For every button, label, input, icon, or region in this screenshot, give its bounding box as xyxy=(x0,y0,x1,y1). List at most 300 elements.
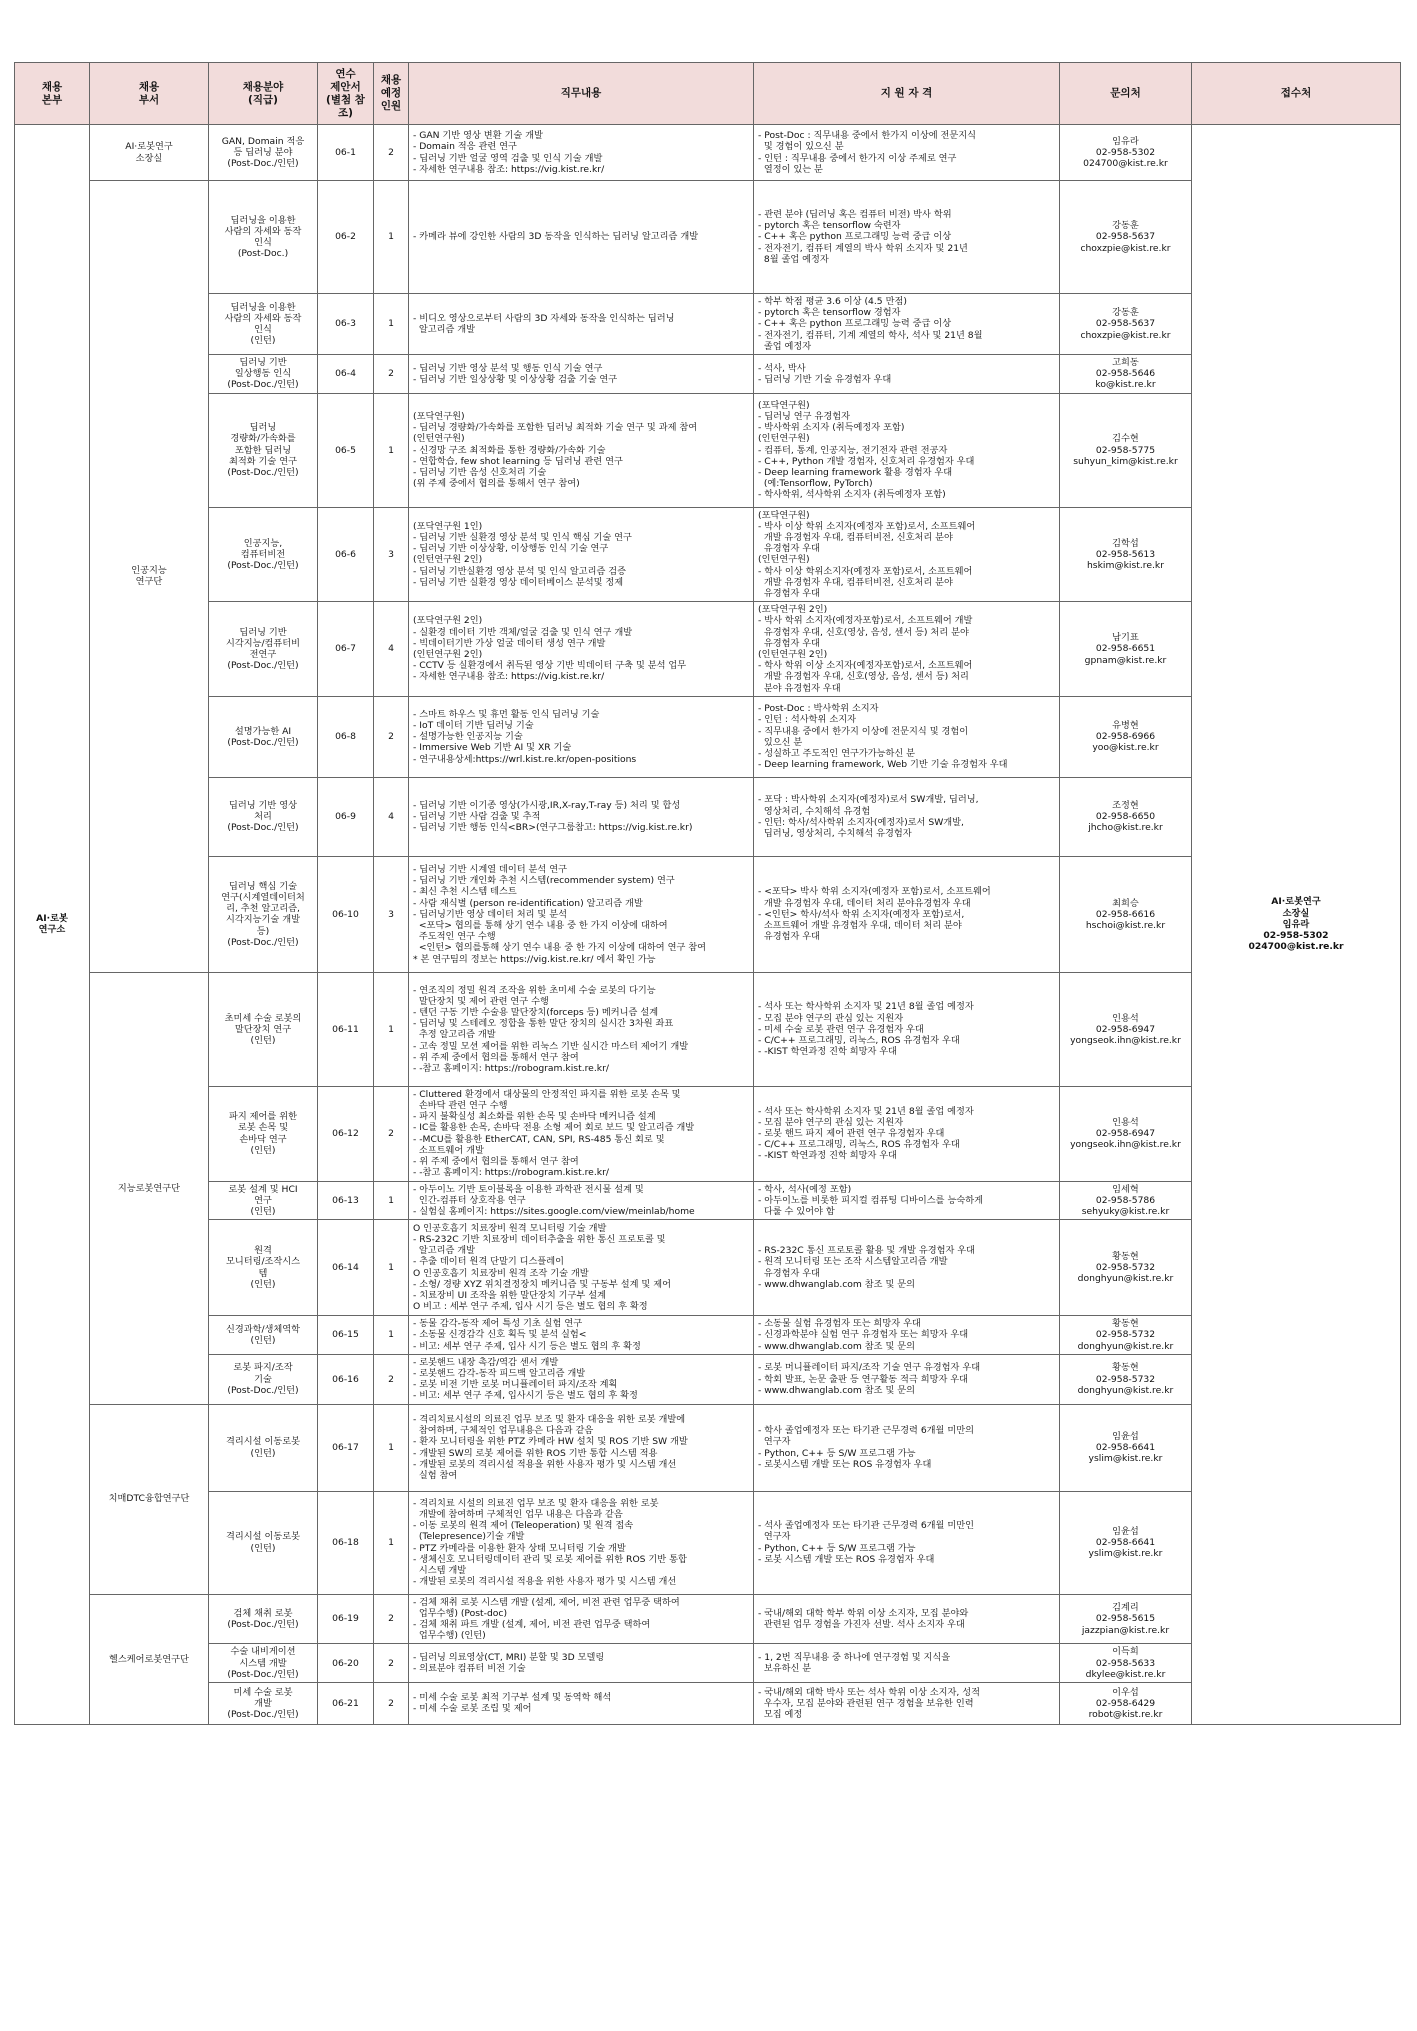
qualification-cell-line: - 학부 학점 평균 3.6 이상 (4.5 만점) xyxy=(758,296,907,307)
field-cell xyxy=(209,1491,318,1594)
contact-cell xyxy=(1060,1682,1192,1724)
contact-cell-text: 황동현 02-958-5732 donghyun@kist.re.kr xyxy=(1077,1318,1174,1352)
contact-cell-text: 임세혁 02-958-5786 sehyuky@kist.re.kr xyxy=(1081,1183,1170,1217)
proposal-code-cell xyxy=(318,777,374,856)
qualification-cell-line: - 학사, 석사(예정 포함) xyxy=(758,1183,852,1195)
headcount-cell xyxy=(374,1086,409,1181)
qualification-cell-line: - 모집 분야 연구의 관심 있는 지원자 xyxy=(758,1012,904,1024)
duty-cell-line: - 추출 데이터 원격 단말기 디스플레이 xyxy=(413,1256,565,1268)
duty-cell xyxy=(409,1404,754,1491)
recruitment-table xyxy=(14,62,1401,1725)
duty-cell-line: - 딥러닝 기반 행동 인식<BR>(연구그룹참고: https://vig.kist.re.kr) xyxy=(413,822,693,834)
headcount-cell-text: 2 xyxy=(388,1373,394,1385)
duty-cell xyxy=(409,972,754,1086)
qualification-cell-line: - 딥러닝 연구 유경험자 xyxy=(758,410,850,422)
contact-cell xyxy=(1060,856,1192,972)
field-cell xyxy=(209,602,318,697)
duty-cell-line: - 실험실 홈페이지: https://sites.google.com/view/meinlab/home xyxy=(413,1205,695,1217)
headcount-cell xyxy=(374,1404,409,1491)
qualification-cell-line: - 국내/해외 대학 학부 학위 이상 소지자, 모집 분야와 xyxy=(758,1607,969,1619)
qualification-cell xyxy=(754,696,1060,777)
duty-cell-line: - 딥러닝 기반 영상 분석 및 행동 인식 기술 연구 xyxy=(413,362,603,374)
qualification-cell-line: - C++ 혹은 python 프로그래밍 능력 중급 이상 xyxy=(758,318,952,330)
qualification-cell-line: - 인턴 : 석사학위 소지자 xyxy=(758,714,856,726)
qualification-cell xyxy=(754,972,1060,1086)
contact-cell xyxy=(1060,1354,1192,1404)
receipt-cell-text: AI·로봇연구 소장실 임유라 02-958-5302 024700@kist.re.kr xyxy=(1248,896,1344,953)
recruitment-table-sheet xyxy=(14,62,1400,1725)
headcount-cell-text: 4 xyxy=(388,643,394,655)
proposal-code-cell-text: 06-16 xyxy=(332,1373,359,1385)
proposal-code-cell-text: 06-15 xyxy=(332,1329,359,1341)
headcount-cell-text: 1 xyxy=(388,444,394,456)
header-contact: 문의처 xyxy=(1060,63,1192,125)
qualification-cell-line: - 전자전기, 컴퓨터 계열의 박사 학위 소지자 및 21년 xyxy=(758,242,968,254)
qualification-cell-line: - 로봇시스템 개발 또는 ROS 유경험자 우대 xyxy=(758,1458,932,1470)
qualification-cell-line: - pytorch 혹은 tensorflow 숙련자 xyxy=(758,220,901,232)
duty-cell-line: - 딥러닝 경량화/가속화를 포함한 딥러닝 최적화 기술 연구 및 과제 참여 xyxy=(413,422,698,434)
duty-cell-line: - 소형/ 경량 XYZ 위치결정장치 메커니즘 및 구동부 설계 및 제어 xyxy=(413,1278,671,1290)
qualification-cell-line: - C++ 혹은 python 프로그래밍 능력 중급 이상 xyxy=(758,231,952,243)
qualification-cell-line: - 1, 2번 직무내용 중 하나에 연구경험 및 지식을 xyxy=(758,1651,951,1663)
hq-cell xyxy=(15,125,90,1725)
header-dept: 채용 부서 xyxy=(90,63,209,125)
qualification-cell xyxy=(754,1181,1060,1220)
qualification-cell xyxy=(754,507,1060,602)
headcount-cell xyxy=(374,602,409,697)
headcount-cell xyxy=(374,696,409,777)
proposal-code-cell-text: 06-6 xyxy=(335,548,356,560)
duty-cell-line: <인턴> 협의를통해 상기 연수 내용 중 한 가지 이상에 대하여 연구 참여 xyxy=(413,942,706,954)
contact-cell xyxy=(1060,355,1192,394)
dept-cell-text: 지능로봇연구단 xyxy=(117,1182,181,1194)
qualification-cell xyxy=(754,1354,1060,1404)
qualification-cell-line: - C/C++ 프로그래밍, 리눅스, ROS 유경험자 우대 xyxy=(758,1139,960,1151)
proposal-code-cell-text: 06-8 xyxy=(335,731,356,743)
duty-cell-line: - 개발된 SW의 로봇 제어를 위한 ROS 기반 통합 시스템 적용 xyxy=(413,1447,658,1459)
qualification-cell xyxy=(754,393,1060,507)
proposal-code-cell-text: 06-4 xyxy=(335,368,356,380)
qualification-cell-line: 연구자 xyxy=(758,1531,791,1543)
proposal-code-cell-text: 06-18 xyxy=(332,1536,359,1548)
duty-cell xyxy=(409,1181,754,1220)
duty-cell-line: (포닥연구원 2인) xyxy=(413,615,483,627)
header-hq: 채용 본부 xyxy=(15,63,90,125)
field-cell xyxy=(209,1644,318,1683)
qualification-cell-line: - 직무내용 중에서 한가지 이상에 전문지식 및 경험이 xyxy=(758,725,969,737)
qualification-cell-line: (포닥연구원 2인) xyxy=(758,604,828,616)
qualification-cell xyxy=(754,1086,1060,1181)
headcount-cell-text: 2 xyxy=(388,1657,394,1669)
qualification-cell-line: - 포닥 : 박사학위 소지자(예정자)로서 SW개발, 딥러닝, xyxy=(758,794,979,806)
duty-cell-line: - Immersive Web 기반 AI 및 XR 기술 xyxy=(413,742,572,754)
duty-cell-line: - 딥러닝 기반 일상상황 및 이상상황 검출 기술 연구 xyxy=(413,373,618,385)
duty-cell-line: - IC를 활용한 손목, 손바닥 전용 소형 제어 회로 보드 및 알고리즘 개발 xyxy=(413,1122,695,1134)
qualification-cell-line: 다룰 수 있어야 함 xyxy=(758,1205,835,1217)
contact-cell-text: 김수현 02-958-5775 suhyun_kim@kist.re.kr xyxy=(1073,433,1178,467)
headcount-cell-text: 1 xyxy=(388,1262,394,1273)
qualification-cell-line: 개발 유경험자 우대, 컴퓨터비전, 신호처리 분야 xyxy=(758,532,953,544)
qualification-cell-line: 딥러닝, 영상처리, 수치해석 유경험자 xyxy=(758,828,912,840)
duty-cell xyxy=(409,125,754,181)
qualification-cell-line: - 학사 이상 학위소지자(예정자 포함)로서, 소프트웨어 xyxy=(758,565,973,577)
duty-cell xyxy=(409,355,754,394)
duty-cell-line: 실험 참여 xyxy=(413,1469,458,1481)
contact-cell xyxy=(1060,696,1192,777)
field-cell-text: 신경과학/생체역학 (인턴) xyxy=(225,1323,301,1346)
contact-cell xyxy=(1060,1316,1192,1355)
field-cell xyxy=(209,393,318,507)
duty-cell-line: - 딥러닝기반 영상 데이터 처리 및 분석 xyxy=(413,908,567,920)
duty-cell-line: - 딥러닝 기반 개인화 추천 시스템(recommender system) 연구 xyxy=(413,875,675,887)
contact-cell xyxy=(1060,507,1192,602)
field-cell xyxy=(209,1181,318,1220)
duty-cell-line: - 연합학습, few shot learning 등 딥러닝 관련 연구 xyxy=(413,455,623,467)
table-body xyxy=(15,125,1401,1725)
headcount-cell-text: 2 xyxy=(388,1613,394,1625)
proposal-code-cell xyxy=(318,1644,374,1683)
contact-cell xyxy=(1060,393,1192,507)
proposal-code-cell xyxy=(318,1316,374,1355)
contact-cell-text: 임윤섭 02-958-6641 yslim@kist.re.kr xyxy=(1088,1525,1163,1560)
table-row xyxy=(15,125,1401,181)
duty-cell-line: - 딥러닝 기반 얼굴 영역 검출 및 인식 기술 개발 xyxy=(413,152,603,164)
qualification-cell-line: - <인턴> 학사/석사 학위 소지자(예정자 포함)로서, xyxy=(758,908,965,920)
field-cell-text: 딥러닝 기반 영상 처리 (Post-Doc./인턴) xyxy=(227,800,299,834)
duty-cell-line: - 딥러닝 기반실환경 영상 분석 및 인식 알고리즘 검증 xyxy=(413,565,627,577)
qualification-cell-line: 유경험자 우대 xyxy=(758,637,821,649)
qualification-cell-line: 유경험자 우대 xyxy=(758,1267,821,1279)
headcount-cell-text: 1 xyxy=(388,1536,394,1548)
qualification-cell-line: - 인턴: 학사/석사학위 소지자(예정자)로서 SW개발, xyxy=(758,816,964,828)
duty-cell-line: - 의료분야 컴퓨터 비전 기술 xyxy=(413,1663,526,1675)
duty-cell-line: - GAN 기반 영상 변환 기술 개발 xyxy=(413,130,543,142)
field-cell xyxy=(209,294,318,355)
duty-cell-line: 알고리즘 개발 xyxy=(413,324,476,335)
qualification-cell-line: 개발 유경험자 우대, 데이터 처리 분야유경험자 우대 xyxy=(758,897,971,909)
qualification-cell-line: 8월 졸업 예정자 xyxy=(758,253,829,265)
duty-cell-line: - 사람 재식별 (person re-identification) 알고리즘 개발 xyxy=(413,897,643,909)
qualification-cell-line: 유경험자 우대 xyxy=(758,931,821,943)
headcount-cell xyxy=(374,1220,409,1316)
qualification-cell-line: - 국내/해외 대학 박사 또는 석사 학위 이상 소지자, 성적 xyxy=(758,1686,980,1698)
qualification-cell-line: - 전자전기, 컴퓨터, 기계 계열의 학사, 석사 및 21년 8월 xyxy=(758,329,983,341)
duty-cell-line: - 딥러닝 및 스테레오 정합을 통한 말단 장치의 실시간 3차원 좌표 xyxy=(413,1018,674,1030)
qualification-cell-line: - 석사 또는 학사학위 소지자 및 21년 8월 졸업 예정자 xyxy=(758,1001,974,1013)
proposal-code-cell xyxy=(318,181,374,294)
qualification-cell-line: (인턴연구원) xyxy=(758,433,810,445)
duty-cell-line: - 미세 수술 로봇 조립 및 제어 xyxy=(413,1703,532,1715)
proposal-code-cell xyxy=(318,393,374,507)
qualification-cell-line: 우수자, 모집 분야와 관련된 연구 경험을 보유한 인력 xyxy=(758,1697,974,1709)
duty-cell-line: - 딥러닝 기반 음성 신호처리 기술 xyxy=(413,466,547,478)
qualification-cell-line: - -KIST 학연과정 진학 희망자 우대 xyxy=(758,1046,898,1058)
qualification-cell-line: - www.dhwanglab.com 참조 및 문의 xyxy=(758,1340,916,1352)
field-cell xyxy=(209,181,318,294)
headcount-cell xyxy=(374,1644,409,1683)
duty-cell-line: - 파지 불확실성 최소화를 위한 손목 및 손바닥 메커니즘 설계 xyxy=(413,1111,656,1123)
field-cell-text: 초미세 수술 로봇의 말단장치 연구 (인턴) xyxy=(224,1012,302,1046)
qualification-cell xyxy=(754,1594,1060,1644)
headcount-cell-text: 3 xyxy=(388,908,394,920)
proposal-code-cell-text: 06-5 xyxy=(335,444,356,456)
qualification-cell-line: - Post-Doc : 박사학위 소지자 xyxy=(758,703,879,715)
dept-cell xyxy=(90,181,209,973)
field-cell xyxy=(209,125,318,181)
field-cell xyxy=(209,1682,318,1724)
field-cell-text: 격리시설 이동로봇 (인턴) xyxy=(226,1531,300,1554)
qualification-cell-line: - 원격 모니터링 또는 조작 시스템알고리즘 개발 xyxy=(758,1256,948,1268)
duty-cell xyxy=(409,696,754,777)
proposal-code-cell xyxy=(318,1354,374,1404)
duty-cell-line: 업무수행) (인턴) xyxy=(413,1630,486,1642)
duty-cell-line: - 검체 채취 파트 개발 (설계, 제어, 비전 관련 업무중 택하여 xyxy=(413,1618,651,1630)
duty-cell-line: - 자세한 연구내용 참조: https://vig.kist.re.kr/ xyxy=(413,671,605,683)
duty-cell-line: - 격리치료 시설의 의료진 업무 보조 및 환자 대응을 위한 로봇 xyxy=(413,1497,659,1509)
field-cell-text: 수술 내비게이션 시스템 개발 (Post-Doc./인턴) xyxy=(227,1646,299,1680)
headcount-cell-text: 1 xyxy=(388,1441,394,1453)
headcount-cell xyxy=(374,1594,409,1644)
duty-cell-line: - 설명가능한 인공지능 기술 xyxy=(413,731,523,743)
field-cell-text: 딥러닝 기반 시각지능/컴퓨터비 전연구 (Post-Doc./인턴) xyxy=(225,626,301,672)
qualification-cell-line: 연구자 xyxy=(758,1436,791,1448)
qualification-cell-line: - 박사 학위 소지자(예정자포함)로서, 소프트웨어 개발 xyxy=(758,615,973,627)
headcount-cell xyxy=(374,507,409,602)
field-cell xyxy=(209,507,318,602)
duty-cell-line: - CCTV 등 실환경에서 취득된 영상 기반 빅데이터 구축 및 분석 업무 xyxy=(413,660,687,672)
duty-cell-line: - Domain 적응 관련 연구 xyxy=(413,141,517,153)
contact-cell xyxy=(1060,602,1192,697)
headcount-cell-text: 2 xyxy=(388,1128,394,1140)
qualification-cell xyxy=(754,1220,1060,1316)
duty-cell-line: - 딥러닝 기반 시계열 데이터 분석 연구 xyxy=(413,863,567,875)
qualification-cell-line: - C++, Python 개발 경험자, 신호처리 유경험자 우대 xyxy=(758,455,975,467)
qualification-cell-line: - 관련 분야 (딥러닝 혹은 컴퓨터 비전) 박사 학위 xyxy=(758,208,952,220)
contact-cell-text: 김계리 02-958-5615 jazzpian@kist.re.kr xyxy=(1081,1602,1170,1636)
qualification-cell-line: 개발 유경험자 우대, 컴퓨터비전, 신호처리 분야 xyxy=(758,576,953,588)
qualification-cell-line: 관련된 업무 경험을 가진자 선발. 석사 소지자 우대 xyxy=(758,1618,965,1630)
duty-cell-line: (위 주제 중에서 협의를 통해서 연구 참여) xyxy=(413,478,580,490)
dept-cell xyxy=(90,1594,209,1724)
qualification-cell-line: - 미세 수술 로봇 관련 연구 유경험자 우대 xyxy=(758,1023,924,1035)
duty-cell xyxy=(409,777,754,856)
contact-cell xyxy=(1060,1086,1192,1181)
duty-cell-line: - 환자 모니터링을 위한 PTZ 카메라 HW 설치 및 ROS 기반 SW 개발 xyxy=(413,1436,688,1448)
headcount-cell-text: 4 xyxy=(388,811,394,823)
duty-cell xyxy=(409,1682,754,1724)
headcount-cell-text: 1 xyxy=(388,318,394,330)
duty-cell-line: - 실환경 데이터 기반 객체/얼굴 검출 및 인식 연구 개발 xyxy=(413,626,633,638)
headcount-cell xyxy=(374,1181,409,1220)
duty-cell-line: - 텐던 구동 기반 수술용 말단장치(forceps 등) 메커니즘 설계 xyxy=(413,1006,659,1018)
qualification-cell-line: - 모집 분야 연구의 관심 있는 지원자 xyxy=(758,1116,904,1128)
duty-cell-line: <포닥> 협의를 통해 상기 연수 내용 중 한 가지 이상에 대하여 xyxy=(413,919,668,931)
field-cell-text: 딥러닝을 이용한 사람의 자세와 동작 인식 (인턴) xyxy=(224,301,302,347)
headcount-cell-text: 2 xyxy=(388,368,394,380)
qualification-cell-line: - 컴퓨터, 통계, 인공지능, 전기전자 관련 전공자 xyxy=(758,444,948,456)
headcount-cell-text: 1 xyxy=(388,1023,394,1035)
contact-cell xyxy=(1060,972,1192,1086)
duty-cell xyxy=(409,1354,754,1404)
duty-cell-line: - -참고 홈페이지: https://robogram.kist.re.kr/ xyxy=(413,1167,609,1179)
proposal-code-cell xyxy=(318,355,374,394)
contact-cell-text: 유병현 02-958-6966 yoo@kist.re.kr xyxy=(1092,720,1159,754)
field-cell xyxy=(209,696,318,777)
duty-cell-line: (포닥연구원 1인) xyxy=(413,520,483,532)
qualification-cell-line: - 로봇 시스템 개발 또는 ROS 유경험자 우대 xyxy=(758,1553,935,1565)
header-qualification: 지 원 자 격 xyxy=(754,63,1060,125)
proposal-code-cell-text: 06-7 xyxy=(335,643,356,655)
proposal-code-cell-text: 06-17 xyxy=(332,1441,359,1453)
qualification-cell-line: (포닥연구원) xyxy=(758,509,810,521)
qualification-cell xyxy=(754,1644,1060,1683)
header-headcount: 채용 예정 인원 xyxy=(374,63,409,125)
qualification-cell-line: - 학사학위, 석사학위 소지자 (취득예정자 포함) xyxy=(758,489,946,501)
duty-cell-line: - 개발된 로봇의 격리시설 적용을 위한 사용자 평가 및 시스템 개선 xyxy=(413,1576,677,1588)
qualification-cell xyxy=(754,355,1060,394)
proposal-code-cell-text: 06-9 xyxy=(335,811,356,823)
qualification-cell-line: - <포닥> 박사 학위 소지자(예정자 포함)로서, 소프트웨어 xyxy=(758,886,991,898)
duty-cell-line: - -참고 홈페이지: https://robogram.kist.re.kr/ xyxy=(413,1062,609,1074)
qualification-cell-line: 열정이 있는 분 xyxy=(758,163,823,175)
duty-cell-line: - 자세한 연구내용 참조: https://vig.kist.re.kr/ xyxy=(413,163,605,175)
receipt-cell xyxy=(1192,125,1401,1725)
qualification-cell-line: 졸업 예정자 xyxy=(758,340,812,352)
qualification-cell-line: - 딥러닝 기반 기술 유경험자 우대 xyxy=(758,373,892,385)
dept-cell xyxy=(90,1404,209,1594)
duty-cell xyxy=(409,393,754,507)
duty-cell-line: 인간-컴퓨터 상호작용 연구 xyxy=(413,1194,526,1206)
contact-cell xyxy=(1060,1594,1192,1644)
duty-cell xyxy=(409,856,754,972)
field-cell-text: 격리시설 이동로봇 (인턴) xyxy=(226,1436,300,1459)
duty-cell xyxy=(409,507,754,602)
qualification-cell-line: 있으신 분 xyxy=(758,736,803,748)
qualification-cell-line: - 로봇 핸드 파지 제어 관련 연구 유경험자 우대 xyxy=(758,1128,945,1140)
duty-cell-line: 개발에 참여하며 구체적인 업무 내용은 다음과 같음 xyxy=(413,1508,623,1520)
field-cell xyxy=(209,972,318,1086)
duty-cell-line: - 생체신호 모니터링데이터 관리 및 로봇 제어를 위한 ROS 기반 통합 xyxy=(413,1553,687,1565)
duty-cell-line: (인턴연구원 2인) xyxy=(413,649,483,661)
headcount-cell xyxy=(374,355,409,394)
headcount-cell-text: 2 xyxy=(388,731,394,743)
contact-cell-text: 최희승 02-958-6616 hschoi@kist.re.kr xyxy=(1085,897,1166,931)
field-cell-text: 설명가능한 AI (Post-Doc./인턴) xyxy=(227,725,299,748)
qualification-cell-line: 유경험자 우대 xyxy=(758,543,821,555)
duty-cell-line: (인턴연구원) xyxy=(413,433,465,445)
headcount-cell xyxy=(374,1354,409,1404)
headcount-cell xyxy=(374,1682,409,1724)
headcount-cell-text: 2 xyxy=(388,146,394,158)
duty-cell-line: O 인공호흡기 치료장비 원격 조작 기술 개발 xyxy=(413,1267,589,1279)
duty-cell xyxy=(409,1086,754,1181)
qualification-cell-line: - C/C++ 프로그래밍, 리눅스, ROS 유경험자 우대 xyxy=(758,1034,960,1046)
duty-cell xyxy=(409,294,754,355)
proposal-code-cell-text: 06-10 xyxy=(332,908,359,920)
contact-cell-text: 남기표 02-958-6651 gpnam@kist.re.kr xyxy=(1084,632,1167,666)
contact-cell-text: 이우섭 02-958-6429 robot@kist.re.kr xyxy=(1088,1686,1163,1721)
field-cell-text: 인공지능, 컴퓨터비전 (Post-Doc./인턴) xyxy=(227,537,299,572)
proposal-code-cell-text: 06-20 xyxy=(332,1657,359,1669)
duty-cell-line: (인턴연구원 2인) xyxy=(413,554,483,566)
duty-cell-line: - 치료장비 UI 조작을 위한 말단장치 기구부 설계 xyxy=(413,1290,606,1302)
qualification-cell-line: - 소동물 실험 유경험자 또는 희망자 우대 xyxy=(758,1318,921,1330)
qualification-cell-line: - 학회 발표, 논문 출판 등 연구활동 적극 희망자 우대 xyxy=(758,1373,969,1385)
duty-cell-line: - 딥러닝 기반 사람 검출 및 추적 xyxy=(413,811,541,823)
qualification-cell-line: (예:Tensorflow, PyTorch) xyxy=(758,478,873,490)
header-duty: 직무내용 xyxy=(409,63,754,125)
proposal-code-cell-text: 06-19 xyxy=(332,1613,359,1625)
contact-cell xyxy=(1060,1181,1192,1220)
contact-cell xyxy=(1060,181,1192,294)
headcount-cell xyxy=(374,972,409,1086)
qualification-cell-line: (인턴연구원) xyxy=(758,554,810,566)
proposal-code-cell xyxy=(318,1491,374,1594)
duty-cell-line: - 신경망 구조 최적화를 통한 경량화/가속화 기술 xyxy=(413,444,606,456)
qualification-cell xyxy=(754,125,1060,181)
duty-cell-line: - 아두이노 기반 토이블록을 이용한 과학관 전시물 설계 및 xyxy=(413,1183,644,1195)
field-cell xyxy=(209,777,318,856)
duty-cell-line: 시스템 개발 xyxy=(413,1564,467,1576)
duty-cell-line: - 연구내용상세:https://wrl.kist.re.kr/open-positions xyxy=(413,753,637,765)
duty-cell-line: - 개발된 로봇의 격리시설 적용을 위한 사용자 평가 및 시스템 개선 xyxy=(413,1458,677,1470)
duty-cell xyxy=(409,1316,754,1355)
headcount-cell xyxy=(374,856,409,972)
duty-cell-line: 손바닥 관련 연구 수행 xyxy=(413,1100,508,1112)
header-proposal: 연수 제안서 (별첨 참조) xyxy=(318,63,374,125)
headcount-cell xyxy=(374,181,409,294)
qualification-cell xyxy=(754,181,1060,294)
proposal-code-cell-text: 06-14 xyxy=(332,1262,359,1273)
contact-cell-text: 김학섭 02-958-5613 hskim@kist.re.kr xyxy=(1086,537,1165,572)
qualification-cell-line: - Deep learning framework, Web 기반 기술 유경험자 우대 xyxy=(758,759,1008,771)
qualification-cell-line: - Deep learning framework 활용 경험자 우대 xyxy=(758,466,953,478)
duty-cell-line: - 이동 로봇의 원격 제어 (Teleoperation) 및 원격 접속 xyxy=(413,1520,634,1532)
dept-cell-text: 치매DTC융합연구단 xyxy=(108,1493,190,1505)
qualification-cell-line: 영상처리, 수치해석 유경험 xyxy=(758,805,871,817)
duty-cell-line: 말단장치 및 제어 관련 연구 수행 xyxy=(413,995,549,1007)
duty-cell-line: (포닥연구원) xyxy=(413,410,465,422)
contact-cell-text: 강동훈 02-958-5637 choxzpie@kist.re.kr xyxy=(1080,307,1171,341)
duty-cell-line: - 미세 수술 로봇 최적 기구부 설계 및 동역학 해석 xyxy=(413,1692,612,1704)
dept-cell xyxy=(90,972,209,1404)
duty-cell-line: 주도적인 연구 수행 xyxy=(413,931,496,943)
duty-cell-line: 소프트웨어 개발 xyxy=(413,1144,484,1156)
qualification-cell-line: - 석사, 박사 xyxy=(758,362,806,374)
field-cell-text: 로봇 파지/조작 기술 (Post-Doc./인턴) xyxy=(227,1362,299,1396)
proposal-code-cell xyxy=(318,1220,374,1316)
qualification-cell-line: - Python, C++ 등 S/W 프로그램 가능 xyxy=(758,1542,916,1554)
qualification-cell-line: - 박사 이상 학위 소지자(예정자 포함)로서, 소프트웨어 xyxy=(758,520,976,532)
contact-cell-text: 인용석 02-958-6947 yongseok.ihn@kist.re.kr xyxy=(1070,1012,1181,1046)
qualification-cell-line: 분야 유경험자 우대 xyxy=(758,682,841,694)
field-cell xyxy=(209,1594,318,1644)
duty-cell-line: - 로봇핸드 감각-동작 피드백 알고리즘 개발 xyxy=(413,1367,586,1379)
contact-cell-text: 인용석 02-958-6947 yongseok.ihn@kist.re.kr xyxy=(1070,1116,1181,1151)
duty-cell-line: O 인공호흡기 치료장비 원격 모니터링 기술 개발 xyxy=(413,1222,607,1234)
proposal-code-cell xyxy=(318,856,374,972)
qualification-cell xyxy=(754,856,1060,972)
duty-cell-line: - RS-232C 기반 치료장비 데이터추출을 위한 통신 프로토콜 및 xyxy=(413,1234,666,1245)
qualification-cell-line: - Python, C++ 등 S/W 프로그램 가능 xyxy=(758,1447,916,1459)
headcount-cell xyxy=(374,294,409,355)
proposal-code-cell xyxy=(318,972,374,1086)
proposal-code-cell xyxy=(318,1086,374,1181)
duty-cell-line: - 비디오 영상으로부터 사람의 3D 자세와 동작을 인식하는 딥러닝 xyxy=(413,312,675,324)
field-cell-text: 딥러닝 핵심 기술 연구(시계열데이터처 리, 추천 알고리즘, 시각지능기술 개발 등) (Post-Doc./인턴) xyxy=(221,880,305,948)
qualification-cell xyxy=(754,1316,1060,1355)
duty-cell-line: - 카메라 뷰에 강인한 사람의 3D 동작을 인식하는 딥러닝 알고리즘 개발 xyxy=(413,231,699,243)
